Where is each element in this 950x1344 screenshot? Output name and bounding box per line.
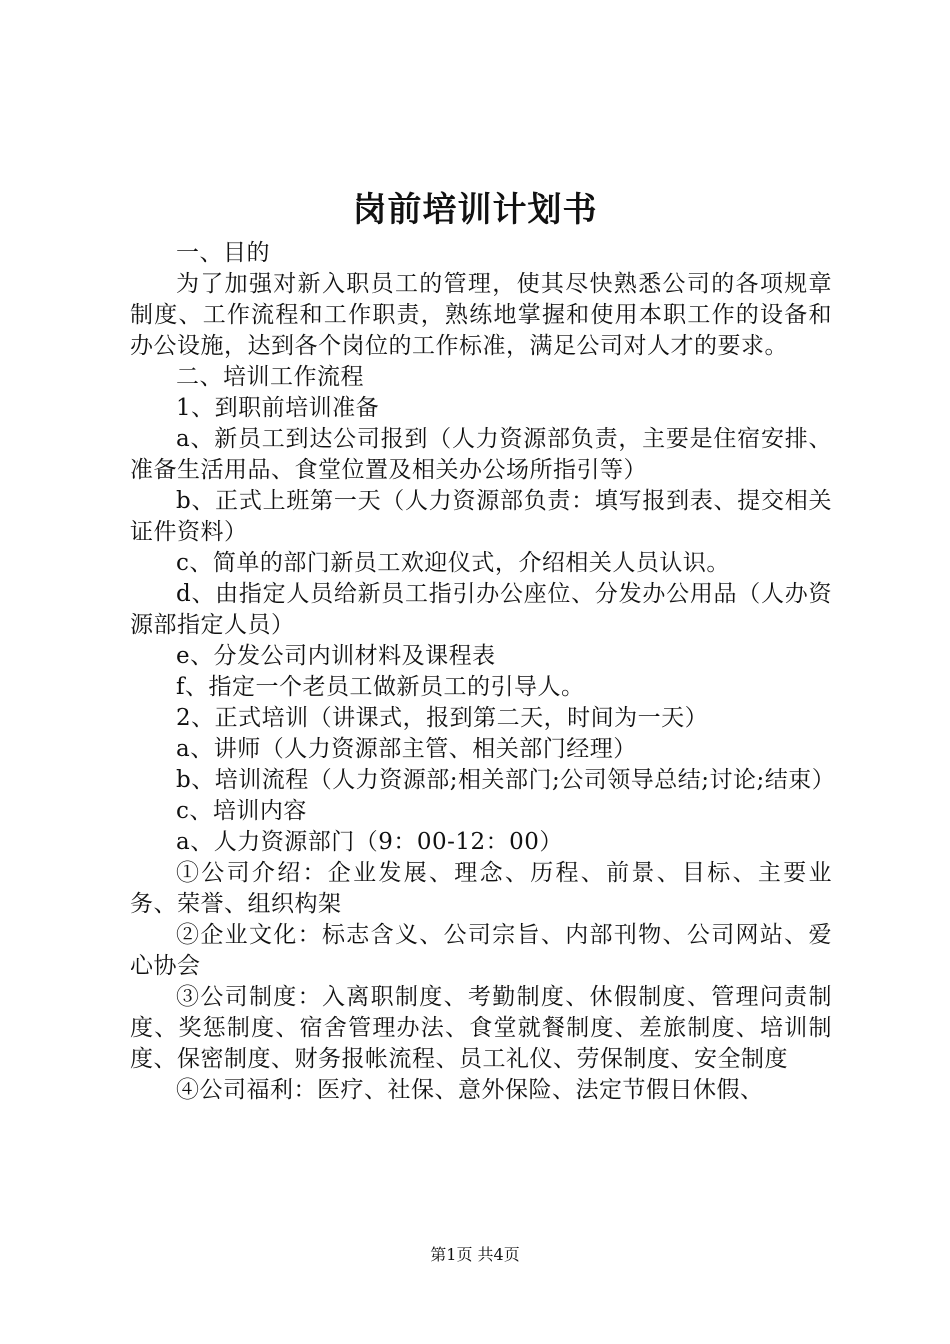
- list-item: f、指定一个老员工做新员工的引导人。: [176, 674, 585, 700]
- list-item: a、新员工到达公司报到（人力资源部负责，主要是住宿安排、准备生活用品、食堂位置及相关办公场所指引等）: [130, 426, 832, 483]
- subsection-heading: 1、到职前培训准备: [176, 395, 380, 421]
- section-heading: 二、培训工作流程: [176, 364, 364, 390]
- list-item: ④公司福利：医疗、社保、意外保险、法定节假日休假、: [176, 1077, 764, 1103]
- list-item: a、人力资源部门（9：00-12：00）: [176, 829, 563, 855]
- document-title: 岗前培训计划书: [352, 190, 598, 230]
- list-item: b、培训流程（人力资源部;相关部门;公司领导总结;讨论;结束）: [176, 767, 836, 793]
- document-body: [130, 238, 836, 1106]
- list-item: a、讲师（人力资源部主管、相关部门经理）: [176, 736, 637, 762]
- list-item: c、培训内容: [176, 798, 307, 824]
- list-item: ③公司制度：入离职制度、考勤制度、休假制度、管理问责制度、奖惩制度、宿舍管理办法、食堂就餐制度、差旅制度、培训制度、保密制度、财务报帐流程、员工礼仪、劳保制度、安全制度: [130, 984, 832, 1072]
- list-item: e、分发公司内训材料及课程表: [176, 643, 496, 669]
- list-item: d、由指定人员给新员工指引办公座位、分发办公用品（人办资源部指定人员）: [130, 581, 832, 638]
- page-footer: 第1页 共4页: [430, 1245, 520, 1264]
- subsection-heading: 2、正式培训（讲课式，报到第二天，时间为一天）: [176, 705, 709, 731]
- list-item: ②企业文化：标志含义、公司宗旨、内部刊物、公司网站、爱心协会: [130, 922, 832, 979]
- list-item: c、简单的部门新员工欢迎仪式，介绍相关人员认识。: [176, 550, 730, 576]
- section-heading: 一、目的: [176, 240, 270, 266]
- list-item: b、正式上班第一天（人力资源部负责：填写报到表、提交相关证件资料）: [130, 488, 832, 545]
- paragraph: 为了加强对新入职员工的管理，使其尽快熟悉公司的各项规章制度、工作流程和工作职责，熟练地掌握和使用本职工作的设备和办公设施，达到各个岗位的工作标准，满足公司对人才的要求。: [130, 271, 832, 359]
- list-item: ①公司介绍：企业发展、理念、历程、前景、目标、主要业务、荣誉、组织构架: [130, 860, 832, 917]
